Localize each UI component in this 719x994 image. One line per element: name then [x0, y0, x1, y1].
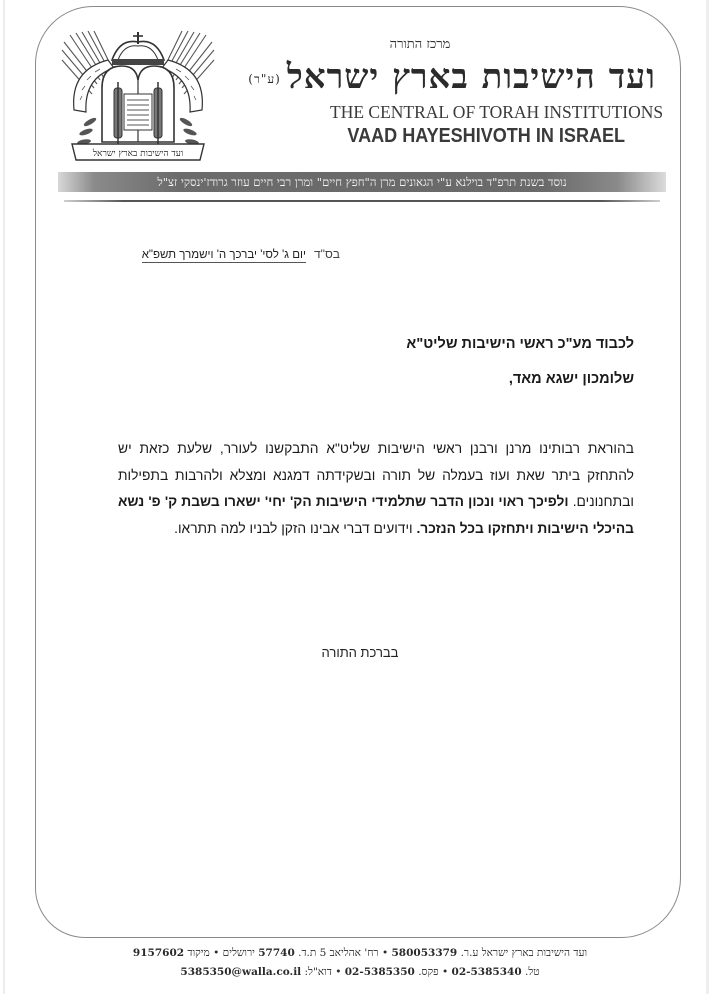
letter-addressee: לכבוד מע"כ ראשי הישיבות שליט"א: [406, 336, 634, 352]
footer-email-label: דוא"ל:: [304, 966, 332, 978]
footer-tel-label: טל.: [525, 966, 540, 978]
paragraph-text-2: וידועים דברי אבינו הזקן לבניו למה תתראו.: [174, 520, 413, 536]
footer-contact: [70, 944, 650, 982]
letter-greeting: שלומכון ישגא מאד,: [508, 371, 634, 387]
bsd-prefix: בס"ד: [314, 247, 340, 261]
registered-association-suffix: (ע"ר): [248, 71, 281, 86]
footer-separator: •: [213, 947, 220, 959]
letter-closing: בברכת התורה: [321, 645, 399, 660]
footer-po-box: 57740: [258, 947, 295, 959]
header-divider: [64, 200, 660, 202]
letterhead-english-line-2: VAAD HAYESHIVOTH IN ISRAEL: [347, 124, 626, 147]
footer-city: ירושלים: [222, 947, 255, 959]
scan-edge-left: [3, 0, 5, 994]
footer-zip-label: מיקוד: [187, 947, 210, 959]
footer-org: ועד הישיבות בארץ ישראל ע.ר.: [460, 947, 588, 959]
date-line: [140, 247, 340, 263]
footer-phone-line: [70, 963, 650, 982]
footer-zip: 9157602: [132, 947, 185, 959]
footer-tel: 02-5385340: [451, 966, 522, 978]
torah-ark-crown-emblem-icon: [60, 30, 216, 163]
letter-paragraph: [118, 436, 634, 542]
hebrew-date: יום ג' לסי' יברכך ה' וישמרך תשפ"א: [141, 249, 307, 261]
footer-address-line: [70, 944, 650, 963]
footer-separator: •: [381, 947, 389, 959]
letter-body: [118, 336, 634, 542]
paragraph-bold-text: ולפיכך ראוי ונכון הדבר שתלמידי הישיבות הק' יחי' ישארו בשבת ק' פ' נשא בהיכלי הישיבות ויתחזקו בכל הנזכר.: [118, 494, 634, 536]
founding-banner: נוסד בשנת תרפ"ד בוילנא ע"י הגאונים מרן ה"חפץ חיים" ומרן רבי חיים עוזר גרודז'ינסקי זצ"ל: [58, 172, 666, 192]
footer-street: רח' אהליאב 5 ת.ד.: [298, 947, 379, 959]
scan-edge-right: [706, 0, 709, 994]
footer-separator: •: [441, 966, 449, 978]
footer-separator: •: [335, 966, 342, 978]
svg-text:ועד הישיבות בארץ ישראל: ועד הישיבות בארץ ישראל: [92, 149, 184, 159]
letterhead-subtitle: מרכז התורה: [389, 37, 451, 52]
paragraph-text-1: בהוראת רבותינו מרנן ורבנן ראשי הישיבות שליט"א התבקשנו לעורר, שלעת כזאת יש להתחזק ביתר שאת ועוז בעמלה של תורה ובשקידתה דמגנא ומצלא ולהרבות בתפילות ובתחנונים.: [118, 441, 634, 509]
footer-fax-label: פקס.: [418, 966, 439, 978]
letterhead-english-line-1: THE CENTRAL OF TORAH INSTITUTIONS: [330, 102, 664, 122]
footer-registration-number: 580053379: [391, 947, 458, 959]
footer-email: 5385350@walla.co.il: [180, 966, 302, 978]
letterhead-title: [236, 57, 656, 97]
footer-fax: 02-5385350: [344, 966, 415, 978]
letterhead-title-text: ועד הישיבות בארץ ישראל: [286, 57, 656, 97]
